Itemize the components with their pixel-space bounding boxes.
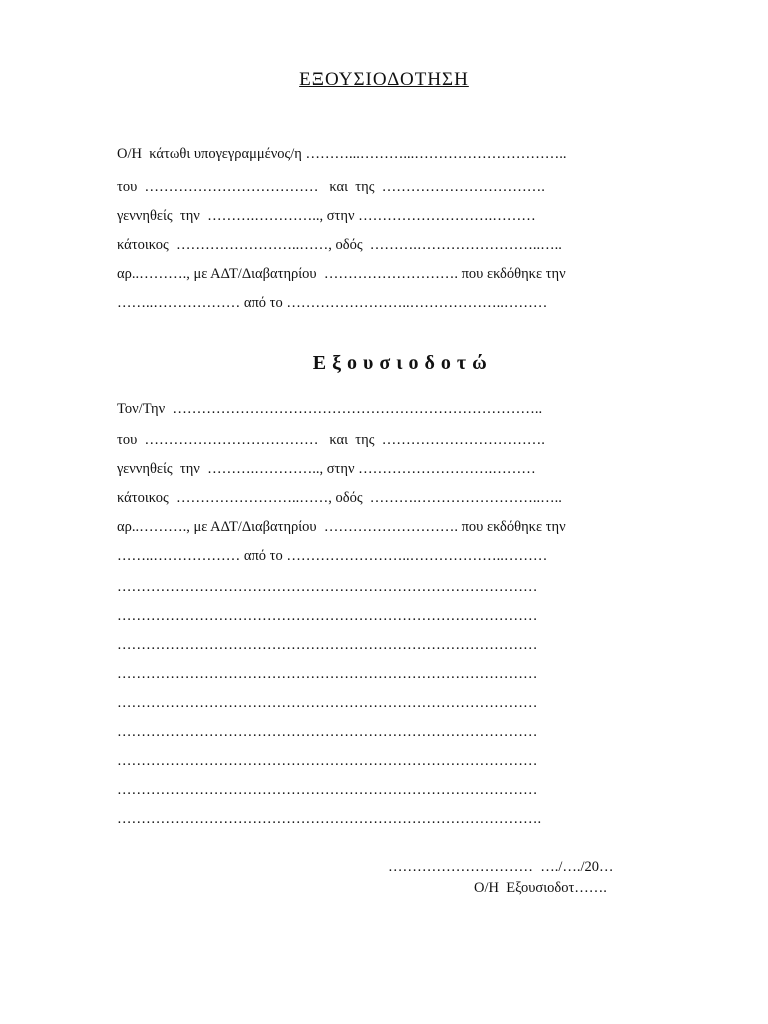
place-date-line: ………………………… …./…./20… bbox=[388, 859, 614, 875]
blank-line: …………………………………………………………………………… bbox=[117, 724, 538, 740]
grantee-line-issued: ……..……………… από το ……………………..………………..……… bbox=[117, 548, 548, 564]
grantee-line-id: αρ..………., με ΑΔΤ/Διαβατηρίου ………………………. που εκδόθηκε την bbox=[117, 519, 566, 535]
grantor-line-residence: κάτοικος ……………………..……, οδός ……….……………………..….. bbox=[117, 237, 562, 253]
blank-line: …………………………………………………………………………… bbox=[117, 579, 538, 595]
blank-line: …………………………………………………………………………… bbox=[117, 753, 538, 769]
grantor-line-issued: ……..……………… από το ……………………..………………..……… bbox=[117, 295, 548, 311]
section-heading: Ε ξ ο υ σ ι ο δ ο τ ώ bbox=[312, 352, 488, 374]
grantee-line-birth: γεννηθείς την ……….………….., στην ……………………….……… bbox=[117, 461, 536, 477]
grantor-line-birth: γεννηθείς την ……….………….., στην ……………………….……… bbox=[117, 208, 536, 224]
blank-line: ……………………………………………………………………………. bbox=[117, 811, 542, 827]
blank-line: …………………………………………………………………………… bbox=[117, 666, 538, 682]
blank-line: …………………………………………………………………………… bbox=[117, 608, 538, 624]
blank-line: …………………………………………………………………………… bbox=[117, 782, 538, 798]
grantee-line-name: Τον/Την ………………………………………………………………….. bbox=[117, 401, 543, 417]
blank-line: …………………………………………………………………………… bbox=[117, 695, 538, 711]
grantor-line-id: αρ..………., με ΑΔΤ/Διαβατηρίου ………………………. που εκδόθηκε την bbox=[117, 266, 566, 282]
grantor-line-name: Ο/Η κάτωθι υπογεγραμμένος/η ………...………...………………………….. bbox=[117, 146, 567, 162]
signature-label: Ο/Η Εξουσιοδοτ……. bbox=[474, 880, 607, 896]
grantee-line-residence: κάτοικος ……………………..……, οδός ……….……………………..….. bbox=[117, 490, 562, 506]
grantee-line-parents: του ……………………………… και της ……………………………. bbox=[117, 432, 545, 448]
blank-line: …………………………………………………………………………… bbox=[117, 637, 538, 653]
document-title: ΕΞΟΥΣΙΟΔΟΤΗΣΗ bbox=[299, 69, 469, 90]
grantor-line-parents: του ……………………………… και της ……………………………. bbox=[117, 179, 545, 195]
